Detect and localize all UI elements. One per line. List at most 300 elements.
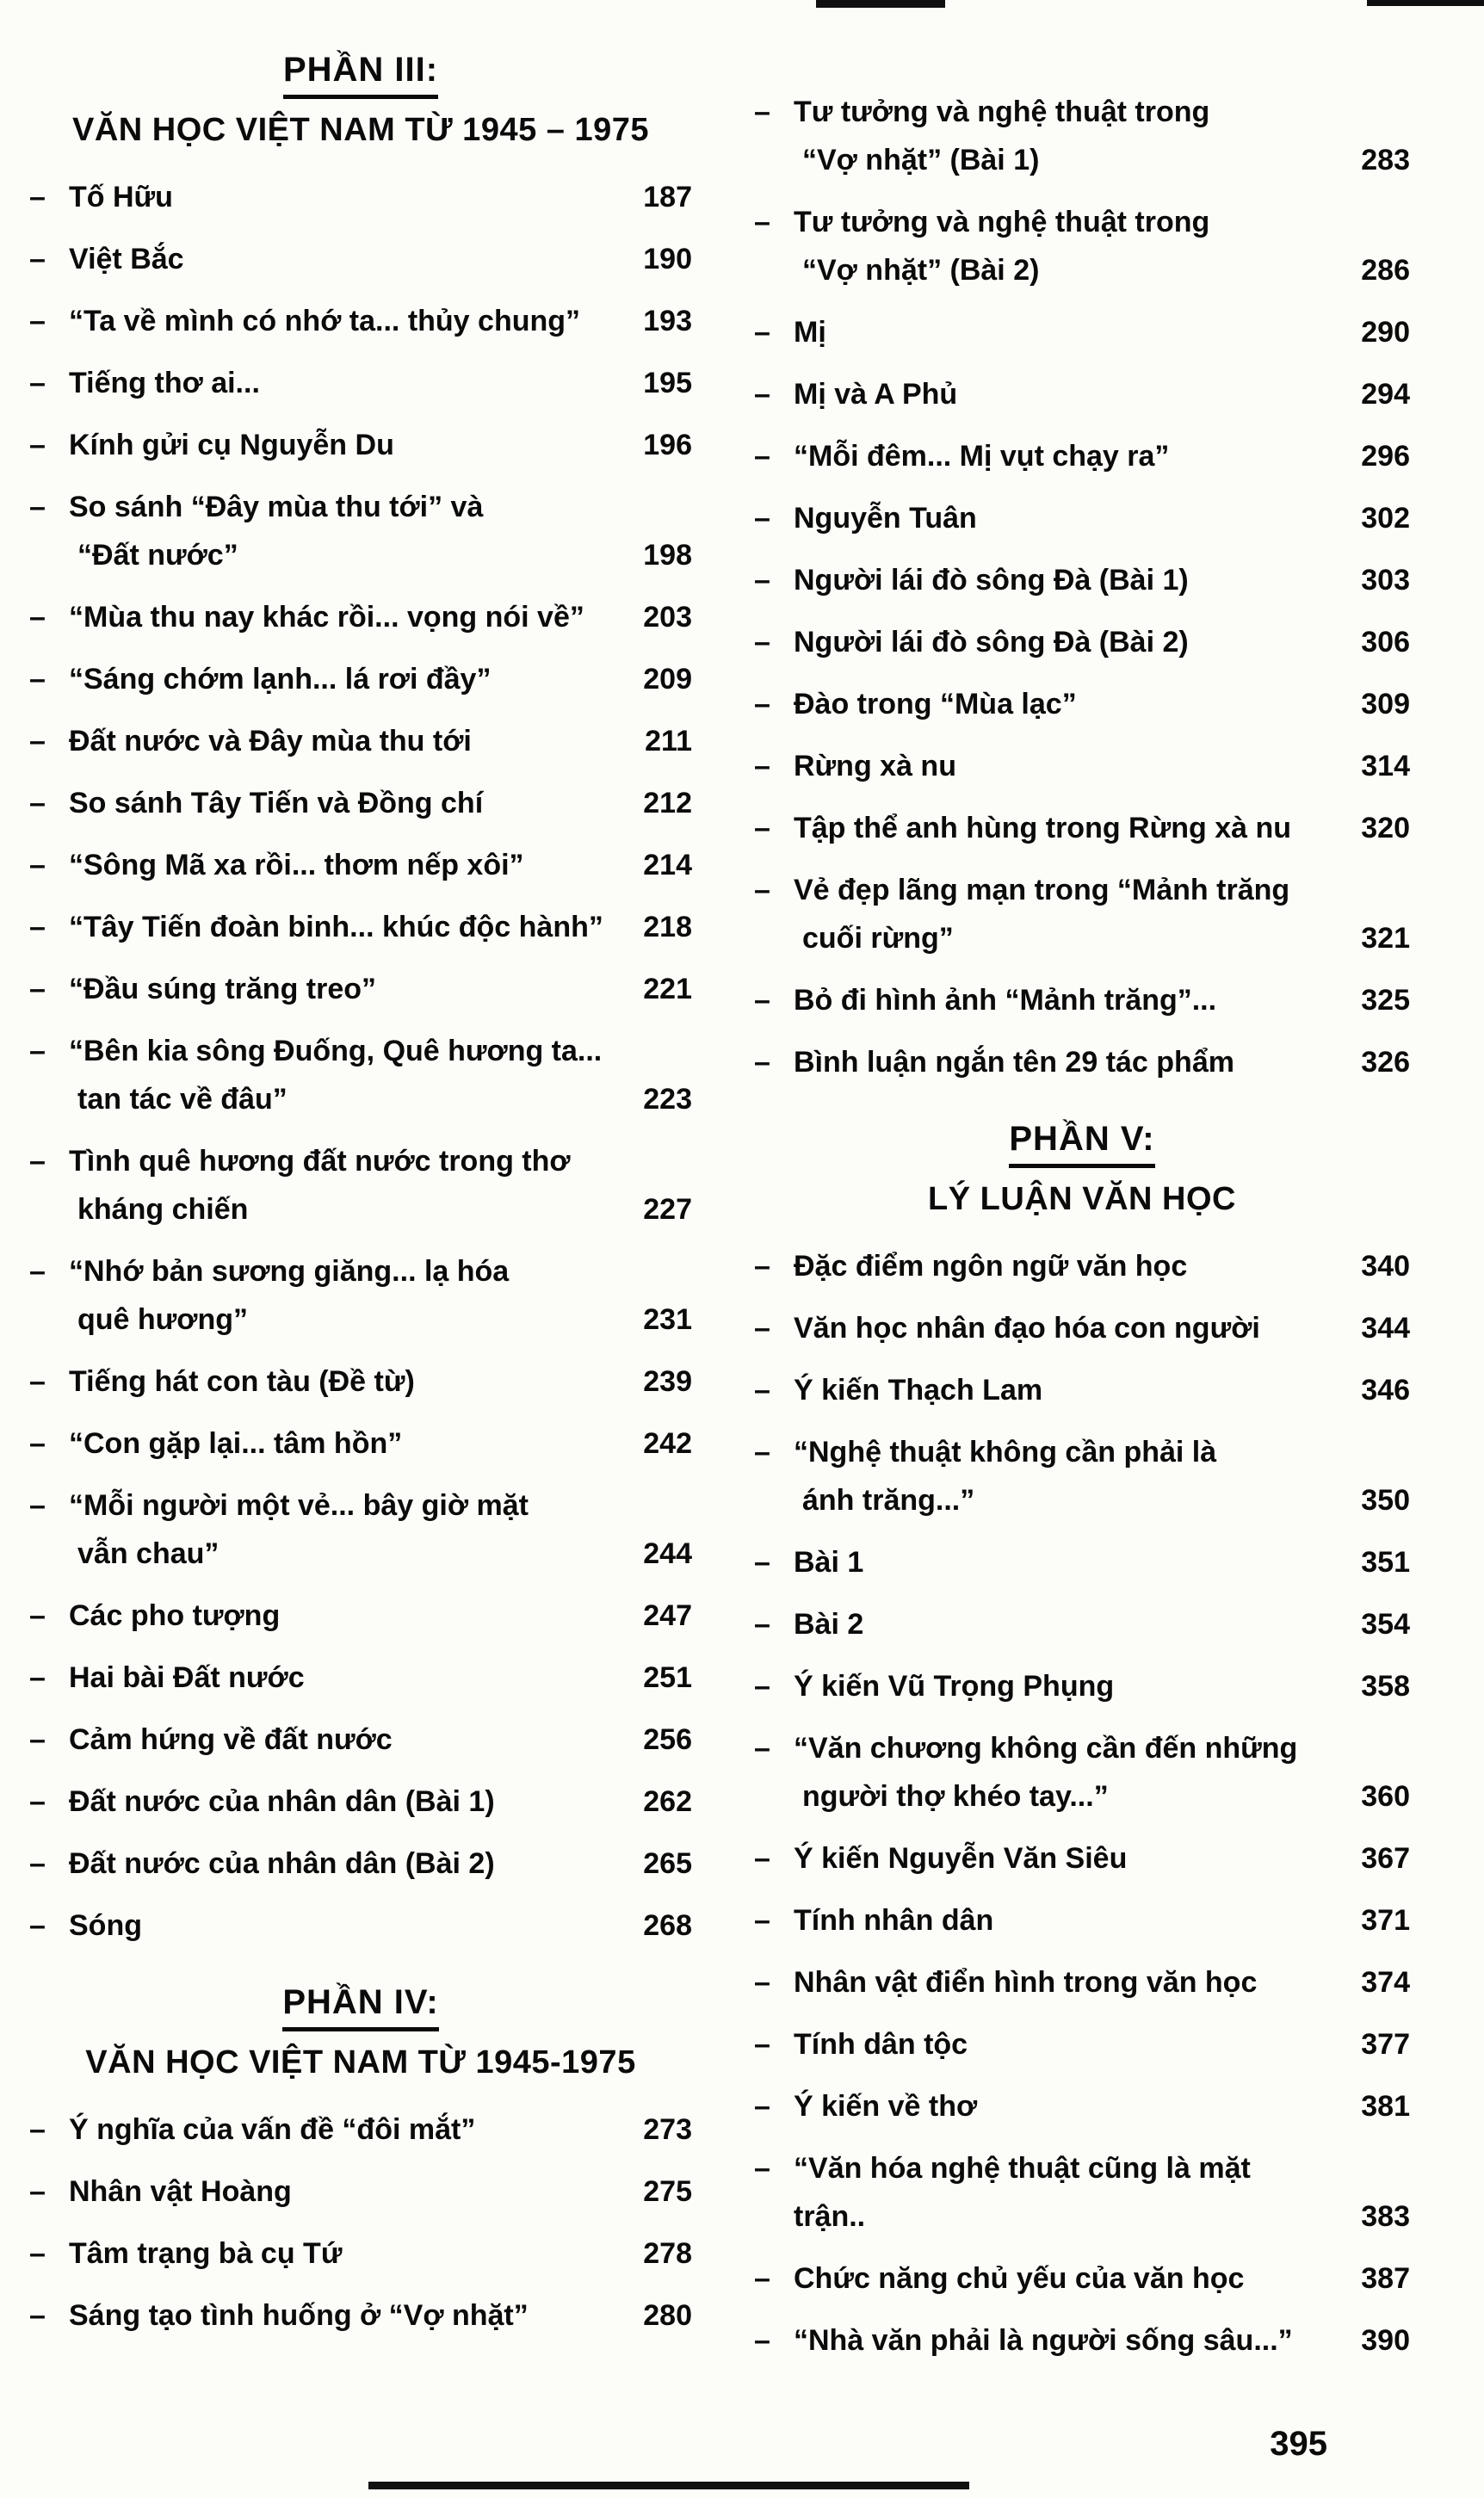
- entry-title: Văn học nhân đạo hóa con người: [794, 1312, 1260, 1345]
- entry-title-line2: người thợ khéo tay...”: [802, 1780, 1109, 1813]
- part4-continued-entries: [754, 88, 1410, 1086]
- entry-title: “Tây Tiến đoàn binh... khúc độc hành”: [69, 911, 603, 943]
- dash-bullet: [754, 2316, 794, 2365]
- entry-page-number: 280: [643, 2299, 692, 2332]
- entry-title: Hai bài Đất nước: [69, 1661, 305, 1694]
- dash-bullet: [29, 1027, 69, 1075]
- entry-title: Các pho tượng: [69, 1599, 281, 1632]
- entry-title-block: [794, 1724, 1327, 1821]
- dash-bullet: [29, 1778, 69, 1826]
- entry-title-block: [794, 2082, 1327, 2130]
- entry-page-number: 314: [1361, 750, 1410, 782]
- left-column: [29, 40, 692, 2498]
- entry-title: “Văn chương không cần đến những: [794, 1732, 1298, 1765]
- entry-title-line2: tan tác về đâu”: [77, 1083, 288, 1116]
- entry-page-number: 325: [1361, 984, 1410, 1017]
- toc-entry: [754, 1038, 1410, 1086]
- entry-page-number: 354: [1361, 1608, 1410, 1641]
- dash-bullet: [29, 779, 69, 827]
- toc-entry: [29, 965, 692, 1013]
- toc-entry: [29, 359, 692, 407]
- entry-title: Việt Bắc: [69, 243, 184, 275]
- dash-bullet: [754, 1304, 794, 1352]
- toc-entry: [754, 2144, 1410, 2241]
- entry-page-number: 294: [1361, 378, 1410, 411]
- entry-title-block: [69, 1716, 609, 1764]
- entry-page-number: 278: [643, 2237, 692, 2270]
- entry-title-line2: ánh trăng...”: [802, 1484, 975, 1517]
- entry-page-number: 193: [643, 305, 692, 337]
- entry-title-block: [794, 198, 1327, 294]
- entry-title-block: [794, 742, 1327, 790]
- toc-entry: [29, 483, 692, 579]
- entry-title-line2: “Vợ nhặt” (Bài 1): [802, 144, 1040, 176]
- dash-bullet: [29, 841, 69, 889]
- entry-page-number: 381: [1361, 2090, 1410, 2123]
- entry-title: So sánh Tây Tiến và Đồng chí: [69, 787, 484, 819]
- entry-title: Đào trong “Mùa lạc”: [794, 688, 1077, 720]
- dash-bullet: [754, 618, 794, 666]
- dash-bullet: [29, 717, 69, 765]
- toc-entry: [29, 421, 692, 469]
- entry-page-number: 326: [1361, 1046, 1410, 1079]
- entry-title-block: [69, 717, 609, 765]
- scan-artifact: [816, 0, 945, 8]
- entry-page-number: 346: [1361, 1374, 1410, 1407]
- dash-bullet: [754, 1724, 794, 1772]
- dash-bullet: [29, 2105, 69, 2154]
- entry-title: Nguyễn Tuân: [794, 502, 977, 535]
- entry-title-block: [794, 866, 1327, 962]
- entry-title: Rừng xà nu: [794, 750, 956, 782]
- dash-bullet: [754, 1662, 794, 1710]
- entry-title: Bài 2: [794, 1608, 864, 1641]
- entry-page-number: 390: [1361, 2324, 1410, 2357]
- entry-title: Ý kiến Thạch Lam: [794, 1374, 1043, 1407]
- entry-title-block: [69, 2291, 609, 2340]
- toc-entry: [754, 680, 1410, 728]
- entry-title-block: [794, 1242, 1327, 1290]
- entry-page-number: 231: [643, 1303, 692, 1336]
- dash-bullet: [29, 483, 69, 531]
- toc-entry: [29, 1716, 692, 1764]
- dash-bullet: [754, 1958, 794, 2006]
- dash-bullet: [29, 1839, 69, 1888]
- dash-bullet: [29, 1419, 69, 1468]
- entry-title: Ý kiến Nguyễn Văn Siêu: [794, 1842, 1128, 1875]
- entry-title-block: [69, 655, 609, 703]
- entry-title: Vẻ đẹp lãng mạn trong “Mảnh trăng: [794, 874, 1290, 906]
- section-header-part3: [29, 46, 692, 152]
- toc-entry: [754, 1834, 1410, 1883]
- dash-bullet: [754, 866, 794, 914]
- entry-title-line2: vẫn chau”: [77, 1537, 220, 1570]
- entry-page-number: 239: [643, 1365, 692, 1398]
- entry-title: Người lái đò sông Đà (Bài 1): [794, 564, 1189, 597]
- entry-title-line2: kháng chiến: [77, 1193, 249, 1226]
- toc-entry: [754, 432, 1410, 480]
- entry-title-block: [69, 1419, 609, 1468]
- dash-bullet: [754, 742, 794, 790]
- dash-bullet: [754, 1896, 794, 1945]
- entry-page-number: 187: [643, 181, 692, 213]
- toc-entry: [29, 1419, 692, 1468]
- entry-page-number: 320: [1361, 812, 1410, 844]
- toc-entry: [754, 1304, 1410, 1352]
- entry-title-block: [69, 1481, 609, 1578]
- toc-entry: [754, 1896, 1410, 1945]
- entry-title-block: [69, 173, 609, 221]
- toc-entry: [29, 1839, 692, 1888]
- entry-title-block: [69, 2167, 609, 2216]
- entry-title: Tính nhân dân: [794, 1904, 994, 1937]
- entry-page-number: 212: [643, 787, 692, 819]
- toc-entry: [754, 88, 1410, 184]
- entry-title: “Đầu súng trăng treo”: [69, 973, 377, 1005]
- dash-bullet: [29, 1901, 69, 1950]
- dash-bullet: [29, 2167, 69, 2216]
- dash-bullet: [29, 297, 69, 345]
- entry-title: Đất nước của nhân dân (Bài 2): [69, 1847, 495, 1880]
- dash-bullet: [754, 1538, 794, 1586]
- entry-title-block: [69, 1901, 609, 1950]
- dash-bullet: [754, 1242, 794, 1290]
- entry-title-block: [794, 1538, 1327, 1586]
- section-heading: PHẦN III:: [29, 46, 692, 99]
- entry-title-block: [794, 618, 1327, 666]
- toc-entry: [754, 198, 1410, 294]
- entry-title: Tâm trạng bà cụ Tứ: [69, 2237, 343, 2270]
- dash-bullet: [754, 976, 794, 1024]
- entry-page-number: 214: [643, 849, 692, 881]
- entry-title-block: [794, 976, 1327, 1024]
- entry-title-block: [794, 88, 1327, 184]
- entry-title: “Nhớ bản sương giăng... lạ hóa: [69, 1255, 510, 1288]
- toc-entry: [29, 1592, 692, 1640]
- toc-entry: [29, 2291, 692, 2340]
- entry-title-block: [794, 1958, 1327, 2006]
- entry-title-block: [69, 1247, 609, 1344]
- dash-bullet: [29, 1654, 69, 1702]
- entry-title-block: [794, 556, 1327, 604]
- section-subheading: VĂN HỌC VIỆT NAM TỪ 1945 – 1975: [71, 112, 650, 148]
- entry-page-number: 302: [1361, 502, 1410, 535]
- part4-entries: [29, 2105, 692, 2340]
- toc-entry: [29, 1654, 692, 1702]
- dash-bullet: [754, 2082, 794, 2130]
- entry-title: Kính gửi cụ Nguyễn Du: [69, 429, 394, 461]
- entry-page-number: 195: [643, 367, 692, 399]
- entry-page-number: 256: [643, 1723, 692, 1756]
- entry-title: Tính dân tộc: [794, 2028, 968, 2061]
- dash-bullet: [754, 1834, 794, 1883]
- dash-bullet: [754, 88, 794, 136]
- entry-page-number: 221: [643, 973, 692, 1005]
- toc-entry: [29, 1901, 692, 1950]
- toc-entry: [754, 1958, 1410, 2006]
- entry-page-number: 203: [643, 601, 692, 634]
- toc-entry: [29, 1137, 692, 1234]
- entry-title: Mị và A Phủ: [794, 378, 958, 411]
- dash-bullet: [29, 1716, 69, 1764]
- entry-title-block: [794, 1304, 1327, 1352]
- dash-bullet: [29, 593, 69, 641]
- toc-entry: [29, 655, 692, 703]
- entry-page-number: 283: [1361, 144, 1410, 176]
- entry-title: “Văn hóa nghệ thuật cũng là mặt trận..: [794, 2152, 1251, 2233]
- toc-entry: [754, 494, 1410, 542]
- dash-bullet: [29, 1247, 69, 1295]
- entry-page-number: 371: [1361, 1904, 1410, 1937]
- entry-page-number: 367: [1361, 1842, 1410, 1875]
- toc-entry: [754, 308, 1410, 356]
- section-subheading: LÝ LUẬN VĂN HỌC: [928, 1181, 1236, 1217]
- dash-bullet: [29, 1137, 69, 1185]
- entry-title-line2: “Đất nước”: [77, 539, 238, 572]
- toc-entry: [754, 1724, 1410, 1821]
- entry-title-block: [794, 1428, 1327, 1524]
- dash-bullet: [29, 1481, 69, 1530]
- entry-title-block: [794, 1834, 1327, 1883]
- toc-entry: [754, 1600, 1410, 1648]
- entry-title-line2: “Vợ nhặt” (Bài 2): [802, 254, 1040, 287]
- entry-title: Sáng tạo tình huống ở “Vợ nhặt”: [69, 2299, 529, 2332]
- toc-entry: [754, 556, 1410, 604]
- entry-title-block: [794, 2254, 1327, 2303]
- entry-title-block: [794, 1600, 1327, 1648]
- entry-title-block: [794, 1662, 1327, 1710]
- entry-page-number: 275: [643, 2175, 692, 2208]
- entry-title: Nhân vật điển hình trong văn học: [794, 1966, 1258, 1999]
- toc-entry: [29, 235, 692, 283]
- entry-title-block: [794, 370, 1327, 418]
- entry-title-block: [794, 2316, 1327, 2365]
- entry-title: Chức năng chủ yếu của văn học: [794, 2262, 1245, 2295]
- section-header-part5: [754, 1116, 1410, 1221]
- entry-title: “Sáng chớm lạnh... lá rơi đầy”: [69, 663, 492, 696]
- part3-entries: [29, 173, 692, 1950]
- entry-page-number: 340: [1361, 1250, 1410, 1283]
- entry-title: Bỏ đi hình ảnh “Mảnh trăng”...: [794, 984, 1217, 1017]
- entry-title-block: [69, 593, 609, 641]
- toc-entry: [754, 1242, 1410, 1290]
- toc-entry: [29, 593, 692, 641]
- toc-entry: [754, 1662, 1410, 1710]
- dash-bullet: [754, 308, 794, 356]
- section-heading: PHẦN V:: [754, 1116, 1410, 1168]
- entry-title: Tiếng hát con tàu (Đề từ): [69, 1365, 415, 1398]
- toc-entry: [754, 866, 1410, 962]
- entry-title: Sóng: [69, 1909, 142, 1942]
- entry-page-number: 344: [1361, 1312, 1410, 1345]
- entry-page-number: 190: [643, 243, 692, 275]
- entry-page-number: 360: [1361, 1780, 1410, 1813]
- entry-page-number: 377: [1361, 2028, 1410, 2061]
- entry-title-block: [794, 1038, 1327, 1086]
- dash-bullet: [754, 432, 794, 480]
- entry-page-number: 242: [643, 1427, 692, 1460]
- toc-entry: [29, 2229, 692, 2278]
- entry-title-block: [794, 308, 1327, 356]
- toc-entry: [29, 1481, 692, 1578]
- entry-page-number: 227: [643, 1193, 692, 1226]
- toc-entry: [754, 976, 1410, 1024]
- entry-title: “Con gặp lại... tâm hồn”: [69, 1427, 403, 1460]
- entry-title-block: [69, 235, 609, 283]
- entry-title-block: [69, 1778, 609, 1826]
- entry-title-block: [69, 1357, 609, 1406]
- entry-title-block: [69, 297, 609, 345]
- part5-entries: [754, 1242, 1410, 2365]
- toc-entry: [29, 173, 692, 221]
- entry-page-number: 218: [643, 911, 692, 943]
- entry-title: “Sông Mã xa rồi... thơm nếp xôi”: [69, 849, 524, 881]
- dash-bullet: [754, 1366, 794, 1414]
- scan-artifact: [1367, 0, 1484, 6]
- toc-entry: [29, 779, 692, 827]
- entry-title-block: [794, 804, 1327, 852]
- toc-entry: [754, 804, 1410, 852]
- dash-bullet: [754, 1038, 794, 1086]
- entry-title-block: [69, 903, 609, 951]
- entry-title: Tư tưởng và nghệ thuật trong: [794, 96, 1210, 128]
- page-number: 395: [1270, 2425, 1327, 2463]
- entry-title: “Mùa thu nay khác rồi... vọng nói về”: [69, 601, 584, 634]
- entry-title-block: [794, 432, 1327, 480]
- dash-bullet: [754, 556, 794, 604]
- entry-page-number: 244: [643, 1537, 692, 1570]
- entry-title-line2: quê hương”: [77, 1303, 248, 1336]
- entry-title-line2: cuối rừng”: [802, 922, 954, 955]
- toc-entry: [754, 2082, 1410, 2130]
- entry-title-block: [69, 1137, 609, 1234]
- entry-title-block: [794, 680, 1327, 728]
- entry-title-block: [794, 494, 1327, 542]
- entry-page-number: 198: [643, 539, 692, 572]
- dash-bullet: [754, 198, 794, 246]
- dash-bullet: [29, 1592, 69, 1640]
- scan-artifact: [368, 2482, 969, 2489]
- entry-title-block: [69, 1654, 609, 1702]
- entry-title-block: [69, 359, 609, 407]
- entry-title-block: [794, 1366, 1327, 1414]
- entry-page-number: 265: [643, 1847, 692, 1880]
- toc-entry: [754, 2254, 1410, 2303]
- entry-title: Ý kiến về thơ: [794, 2090, 978, 2123]
- entry-page-number: 196: [643, 429, 692, 461]
- entry-title-block: [794, 2144, 1327, 2241]
- entry-page-number: 383: [1361, 2200, 1410, 2233]
- toc-entry: [754, 2020, 1410, 2068]
- toc-entry: [29, 717, 692, 765]
- toc-entry: [29, 2105, 692, 2154]
- dash-bullet: [29, 965, 69, 1013]
- toc-entry: [29, 1357, 692, 1406]
- entry-title: Tố Hữu: [69, 181, 173, 213]
- dash-bullet: [754, 2020, 794, 2068]
- entry-page-number: 350: [1361, 1484, 1410, 1517]
- entry-title: “Nhà văn phải là người sống sâu...”: [794, 2324, 1293, 2357]
- entry-title: Tập thể anh hùng trong Rừng xà nu: [794, 812, 1292, 844]
- entry-title: Tư tưởng và nghệ thuật trong: [794, 206, 1210, 238]
- entry-title: “Mỗi người một vẻ... bây giờ mặt: [69, 1489, 529, 1522]
- dash-bullet: [754, 370, 794, 418]
- entry-title: So sánh “Đây mùa thu tới” và: [69, 491, 484, 523]
- entry-title-block: [69, 1027, 609, 1123]
- entry-title-block: [794, 1896, 1327, 1945]
- dash-bullet: [29, 1357, 69, 1406]
- entry-page-number: 374: [1361, 1966, 1410, 1999]
- toc-entry: [754, 1366, 1410, 1414]
- entry-title: Đất nước và Đây mùa thu tới: [69, 725, 472, 757]
- entry-page-number: 211: [645, 725, 692, 757]
- entry-page-number: 358: [1361, 1670, 1410, 1703]
- entry-title-block: [794, 2020, 1327, 2068]
- dash-bullet: [29, 655, 69, 703]
- dash-bullet: [754, 494, 794, 542]
- right-column: [692, 40, 1450, 2498]
- toc-entry: [29, 841, 692, 889]
- entry-page-number: 262: [643, 1785, 692, 1818]
- entry-title-block: [69, 841, 609, 889]
- dash-bullet: [29, 2291, 69, 2340]
- entry-page-number: 296: [1361, 440, 1410, 473]
- toc-entry: [29, 1247, 692, 1344]
- entry-title: Ý kiến Vũ Trọng Phụng: [794, 1670, 1115, 1703]
- entry-page-number: 306: [1361, 626, 1410, 659]
- toc-entry: [29, 903, 692, 951]
- toc-entry: [29, 2167, 692, 2216]
- entry-title: Bài 1: [794, 1546, 864, 1579]
- toc-entry: [754, 618, 1410, 666]
- toc-entry: [754, 370, 1410, 418]
- entry-page-number: 273: [643, 2113, 692, 2146]
- entry-page-number: 247: [643, 1599, 692, 1632]
- entry-title-block: [69, 1592, 609, 1640]
- toc-entry: [754, 742, 1410, 790]
- section-heading: PHẦN IV:: [29, 1979, 692, 2031]
- entry-title: Ý nghĩa của vấn đề “đôi mắt”: [69, 2113, 476, 2146]
- dash-bullet: [29, 903, 69, 951]
- entry-title-block: [69, 1839, 609, 1888]
- entry-title-block: [69, 2105, 609, 2154]
- entry-title: Đất nước của nhân dân (Bài 1): [69, 1785, 495, 1818]
- dash-bullet: [754, 680, 794, 728]
- toc-entry: [29, 297, 692, 345]
- dash-bullet: [754, 1600, 794, 1648]
- entry-title: Mị: [794, 316, 826, 349]
- entry-page-number: 209: [643, 663, 692, 696]
- dash-bullet: [754, 2144, 794, 2192]
- entry-page-number: 268: [643, 1909, 692, 1942]
- dash-bullet: [754, 2254, 794, 2303]
- entry-title: Bình luận ngắn tên 29 tác phẩm: [794, 1046, 1234, 1079]
- entry-title: “Nghệ thuật không cần phải là: [794, 1436, 1217, 1469]
- entry-title: “Bên kia sông Đuống, Quê hương ta...: [69, 1035, 603, 1067]
- entry-page-number: 290: [1361, 316, 1410, 349]
- entry-title: Nhân vật Hoàng: [69, 2175, 292, 2208]
- dash-bullet: [29, 2229, 69, 2278]
- toc-entry: [754, 1428, 1410, 1524]
- toc-entry: [754, 1538, 1410, 1586]
- entry-page-number: 351: [1361, 1546, 1410, 1579]
- entry-title-block: [69, 779, 609, 827]
- entry-title: Tiếng thơ ai...: [69, 367, 260, 399]
- entry-title: Cảm hứng về đất nước: [69, 1723, 393, 1756]
- entry-page-number: 387: [1361, 2262, 1410, 2295]
- entry-page-number: 223: [643, 1083, 692, 1116]
- section-header-part4: [29, 1979, 692, 2085]
